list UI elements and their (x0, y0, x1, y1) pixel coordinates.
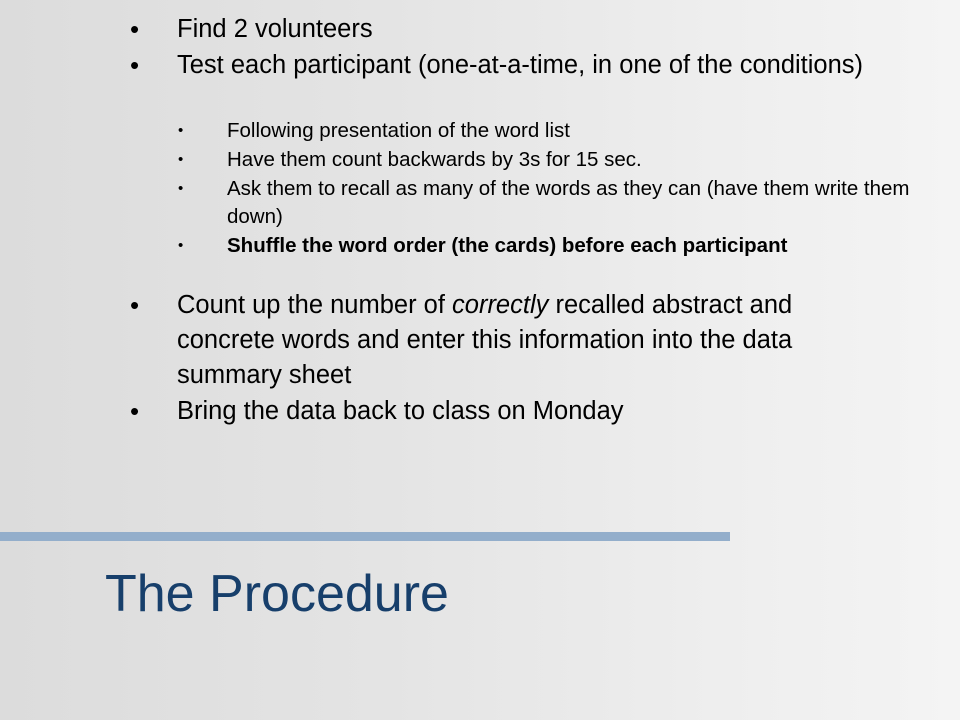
sub-bullet-text: Have them count backwards by 3s for 15 sec. (227, 148, 642, 171)
sub-bullet-text: Ask them to recall as many of the words as they can (have them write them down) (227, 177, 910, 228)
sub-bullet-marker: • (178, 151, 184, 168)
sub-bullet-marker: • (178, 180, 184, 197)
bullet-text: Bring the data back to class on Monday (177, 397, 624, 425)
sub-bullet-marker: • (178, 237, 184, 254)
bullet-text-part: Count up the number of (177, 291, 453, 319)
bullet-marker: • (130, 396, 140, 426)
bullet-text: Find 2 volunteers (177, 15, 373, 43)
bullet-text: Test each participant (one-at-a-time, in one of the conditions) (177, 51, 864, 79)
bullet-marker: • (130, 290, 140, 320)
bullet-text-part: recalled abstract and concrete words and enter this information into the data summary sheet (177, 291, 793, 389)
sub-bullet-marker: • (178, 122, 184, 139)
bullet-marker: • (130, 50, 140, 80)
sub-bullet-text: Shuffle the word order (the cards) before each participant (227, 234, 788, 257)
sub-bullet-text: Following presentation of the word list (227, 119, 570, 142)
slide-title: The Procedure (105, 565, 449, 623)
title-divider-bar (0, 532, 730, 541)
emphasis-text: correctly (452, 291, 549, 319)
bullet-marker: • (130, 14, 140, 44)
bullet-text (177, 288, 897, 393)
